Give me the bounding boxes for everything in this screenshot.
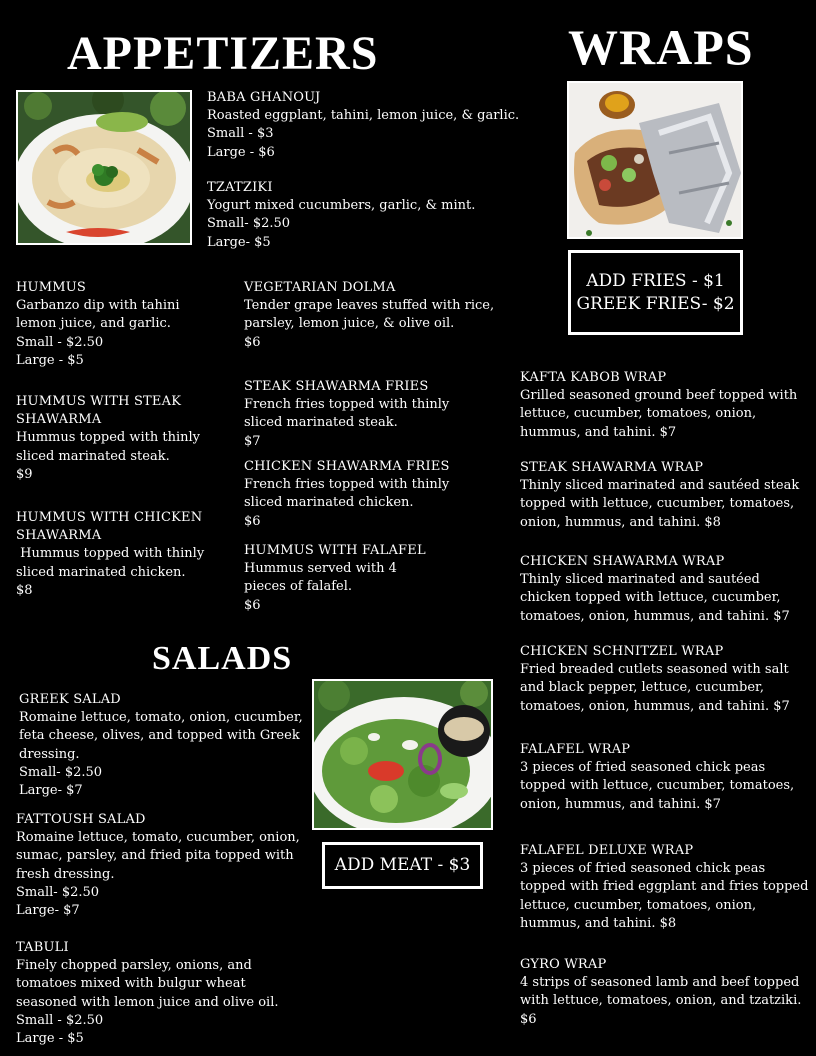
- item-description: chicken topped with lettuce, cucumber,: [520, 590, 781, 606]
- item-description: Tender grape leaves stuffed with rice,: [244, 298, 495, 314]
- item-description: feta cheese, olives, and topped with Greek: [19, 728, 300, 744]
- menu-item-chicken-schnitzel-wrap: [520, 643, 790, 716]
- item-description: 4 strips of seasoned lamb and beef topped: [520, 975, 800, 991]
- item-name: CHICKEN SHAWARMA WRAP: [520, 554, 725, 569]
- item-description: Yogurt mixed cucumbers, garlic, & mint.: [207, 198, 476, 214]
- menu-item-hummus-with-falafel: [244, 542, 426, 615]
- item-description: 3 pieces of fried seasoned chick peas: [520, 760, 766, 776]
- menu-item-hummus-with-steak-shawarma: [16, 393, 200, 484]
- item-name: CHICKEN SCHNITZEL WRAP: [520, 644, 724, 659]
- item-description: topped with lettuce, cucumber, tomatoes,: [520, 496, 795, 512]
- item-description: topped with fried eggplant and fries topped: [520, 879, 809, 895]
- item-price-small: Small - $3: [207, 126, 274, 142]
- menu-item-tabuli: [16, 939, 279, 1048]
- item-name: SHAWARMA: [16, 412, 102, 428]
- wraps-heading: WRAPS: [568, 19, 754, 75]
- item-description: sumac, parsley, and fried pita topped with: [16, 848, 294, 864]
- item-price-large: Large- $5: [207, 234, 271, 250]
- item-price-large: Large- $7: [16, 903, 80, 919]
- item-name: GREEK SALAD: [19, 692, 121, 707]
- item-description: Romaine lettuce, tomato, onion, cucumber,: [19, 710, 303, 726]
- item-name: STEAK SHAWARMA FRIES: [244, 379, 429, 394]
- item-description: tomatoes, onion, hummus, and tahini. $7: [520, 698, 790, 714]
- item-price: $8: [16, 582, 33, 598]
- item-price-large: Large - $5: [16, 352, 84, 368]
- item-description: Finely chopped parsley, onions, and: [16, 958, 252, 974]
- item-description: French fries topped with thinly: [244, 477, 450, 493]
- wrap-photo: [567, 81, 743, 239]
- item-price-small: Small - $2.50: [16, 334, 104, 350]
- menu-item-vegetarian-dolma: [244, 279, 494, 352]
- item-description: hummus, and tahini. $7: [520, 424, 677, 440]
- menu-item-chicken-shawarma-fries: [244, 458, 450, 531]
- item-name: FATTOUSH SALAD: [16, 812, 146, 827]
- item-name: KAFTA KABOB WRAP: [520, 370, 667, 385]
- item-name: GYRO WRAP: [520, 957, 607, 972]
- item-description: sliced marinated steak.: [16, 448, 170, 464]
- item-price-small: Small- $2.50: [16, 884, 100, 900]
- item-price: $7: [244, 433, 261, 449]
- item-description: Thinly sliced marinated and sautéed steak: [520, 478, 800, 494]
- item-description: Romaine lettuce, tomato, cucumber, onion,: [16, 830, 300, 846]
- appetizers-heading: APPETIZERS: [67, 27, 379, 80]
- item-description: Grilled seasoned ground beef topped with: [520, 388, 798, 404]
- item-price-large: Large - $5: [16, 1031, 84, 1047]
- item-price-small: Small - $2.50: [16, 1012, 104, 1028]
- item-name: TZATZIKI: [207, 180, 273, 195]
- item-description: with lettuce, tomatoes, onion, and tzatziki.: [520, 993, 802, 1009]
- menu-item-falafel-wrap: [520, 741, 794, 814]
- item-description: hummus, and tahini. $8: [520, 915, 677, 931]
- item-description: parsley, lemon juice, & olive oil.: [244, 316, 455, 332]
- item-name: HUMMUS WITH CHICKEN: [16, 510, 203, 525]
- item-name: FALAFEL DELUXE WRAP: [520, 843, 694, 858]
- menu-item-hummus-with-chicken-shawarma: [16, 509, 204, 600]
- menu-item-chicken-shawarma-wrap: [520, 553, 790, 626]
- menu-item-fattoush-salad: [16, 811, 300, 920]
- greek-fries-text: GREEK FRIES- $2: [576, 293, 735, 314]
- item-description: lemon juice, and garlic.: [16, 316, 171, 332]
- item-price: $6: [520, 1011, 537, 1027]
- item-name: HUMMUS WITH FALAFEL: [244, 543, 426, 558]
- item-name: HUMMUS WITH STEAK: [16, 394, 182, 409]
- hummus-photo: [16, 90, 192, 245]
- menu-item-steak-shawarma-wrap: [520, 459, 799, 532]
- menu-item-falafel-deluxe-wrap: [520, 842, 808, 933]
- menu-item-gyro-wrap: [520, 956, 801, 1029]
- item-description: Fried breaded cutlets seasoned with salt: [520, 662, 789, 678]
- item-description: dressing.: [19, 746, 80, 762]
- item-description: Hummus served with 4: [244, 561, 397, 577]
- item-name: FALAFEL WRAP: [520, 742, 631, 757]
- menu-item-steak-shawarma-fries: [244, 378, 449, 451]
- menu-item-baba-ghanouj: [207, 89, 519, 162]
- item-description: French fries topped with thinly: [244, 397, 450, 413]
- item-description: and black pepper, lettuce, cucumber,: [520, 680, 764, 696]
- greek-salad-photo: [312, 679, 493, 830]
- item-description: fresh dressing.: [16, 866, 115, 882]
- item-price: $6: [244, 334, 261, 350]
- item-name: SHAWARMA: [16, 528, 102, 544]
- item-description: tomatoes mixed with bulgur wheat: [16, 976, 246, 992]
- item-price-large: Large - $6: [207, 144, 275, 160]
- menu-item-hummus: [16, 279, 180, 370]
- item-description: sliced marinated chicken.: [16, 564, 186, 580]
- item-description: seasoned with lemon juice and olive oil.: [16, 994, 279, 1010]
- menu-item-tzatziki: [207, 179, 475, 252]
- item-description: Roasted eggplant, tahini, lemon juice, & garlic.: [207, 108, 520, 124]
- item-description: tomatoes, onion, hummus, and tahini. $7: [520, 608, 790, 624]
- item-price-large: Large- $7: [19, 783, 83, 799]
- item-description: Hummus topped with thinly: [16, 546, 205, 562]
- item-description: sliced marinated chicken.: [244, 495, 414, 511]
- item-name: STEAK SHAWARMA WRAP: [520, 460, 704, 475]
- add-meat-text: ADD MEAT - $3: [334, 855, 471, 875]
- item-price: $6: [244, 597, 261, 613]
- item-description: pieces of falafel.: [244, 579, 352, 595]
- item-description: Thinly sliced marinated and sautéed: [520, 572, 760, 588]
- item-name: HUMMUS: [16, 280, 86, 295]
- item-description: onion, hummus, and tahini. $7: [520, 796, 721, 812]
- menu-item-kafta-kabob-wrap: [520, 369, 797, 442]
- item-price: $6: [244, 513, 261, 529]
- menu-item-greek-salad: [19, 691, 303, 800]
- item-name: TABULI: [16, 940, 69, 955]
- item-price-small: Small- $2.50: [19, 764, 103, 780]
- item-price-small: Small- $2.50: [207, 216, 291, 232]
- add-fries-text: ADD FRIES - $1: [586, 270, 725, 291]
- item-description: 3 pieces of fried seasoned chick peas: [520, 861, 766, 877]
- item-price: $9: [16, 466, 33, 482]
- add-fries-box: [568, 250, 743, 335]
- item-description: lettuce, cucumber, tomatoes, onion,: [520, 406, 757, 422]
- item-description: lettuce, cucumber, tomatoes, onion,: [520, 897, 757, 913]
- item-description: sliced marinated steak.: [244, 415, 398, 431]
- item-description: topped with lettuce, cucumber, tomatoes,: [520, 778, 795, 794]
- item-name: BABA GHANOUJ: [207, 90, 321, 105]
- item-description: Hummus topped with thinly: [16, 430, 201, 446]
- salads-heading: SALADS: [152, 640, 293, 677]
- item-name: CHICKEN SHAWARMA FRIES: [244, 459, 450, 474]
- add-meat-box: [322, 842, 483, 889]
- item-name: VEGETARIAN DOLMA: [244, 280, 396, 295]
- item-description: Garbanzo dip with tahini: [16, 298, 180, 314]
- item-description: onion, hummus, and tahini. $8: [520, 514, 721, 530]
